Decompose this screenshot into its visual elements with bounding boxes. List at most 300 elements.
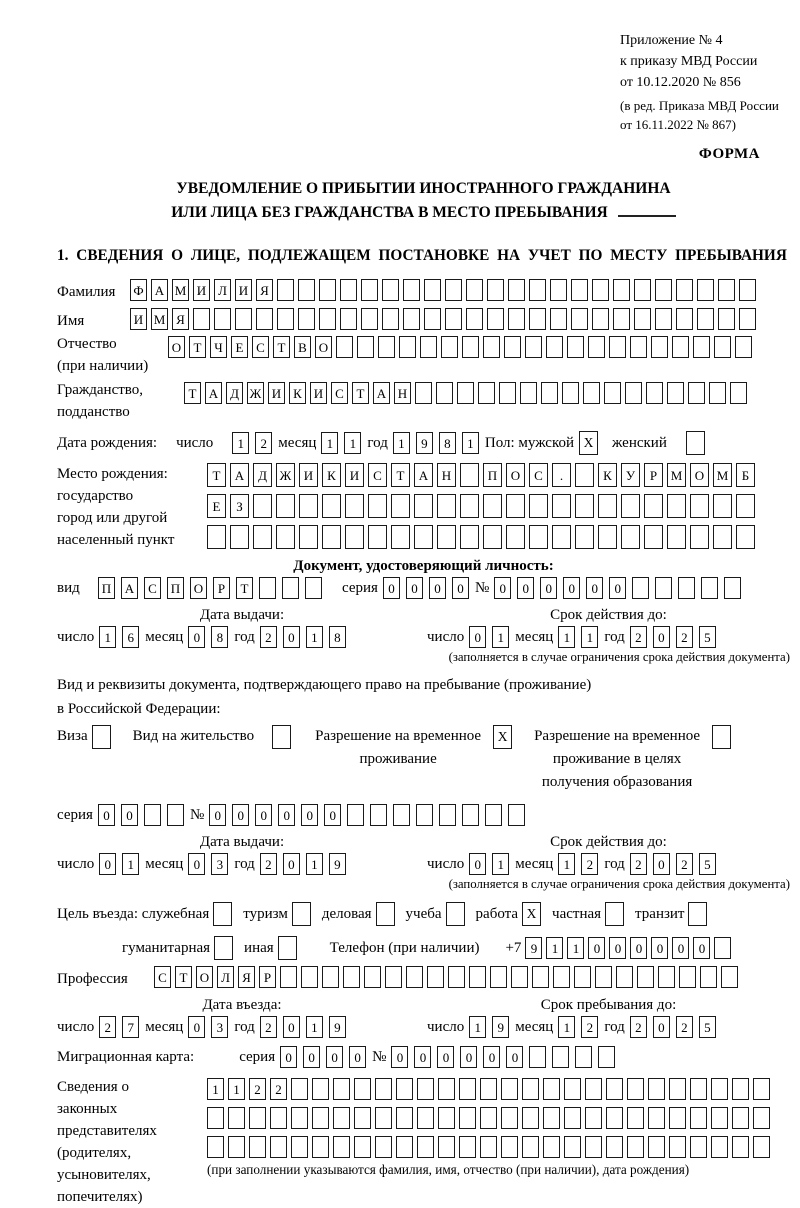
char-cell[interactable]: Я xyxy=(238,966,255,988)
char-cell[interactable] xyxy=(753,1136,770,1158)
char-cell[interactable]: И xyxy=(299,463,318,487)
char-cell[interactable]: 1 xyxy=(558,1016,575,1038)
char-cell[interactable] xyxy=(354,1078,371,1100)
char-cell[interactable] xyxy=(606,1078,623,1100)
char-cell[interactable] xyxy=(550,308,567,330)
char-cell[interactable] xyxy=(282,577,299,599)
char-cell[interactable] xyxy=(644,494,663,518)
char-cell[interactable] xyxy=(552,1046,569,1068)
char-cell[interactable] xyxy=(214,308,231,330)
char-cell[interactable]: М xyxy=(713,463,732,487)
char-cell[interactable] xyxy=(690,1136,707,1158)
char-cell[interactable] xyxy=(382,279,399,301)
char-cell[interactable] xyxy=(627,1078,644,1100)
temp-residence-checkbox[interactable]: X xyxy=(493,725,512,749)
char-cell[interactable] xyxy=(485,804,502,826)
char-cell[interactable] xyxy=(256,308,273,330)
char-cell[interactable] xyxy=(385,966,402,988)
char-cell[interactable]: 0 xyxy=(651,937,668,959)
char-cell[interactable]: 1 xyxy=(558,853,575,875)
char-cell[interactable] xyxy=(416,804,433,826)
char-cell[interactable] xyxy=(270,1107,287,1129)
char-cell[interactable]: 2 xyxy=(676,1016,693,1038)
char-cell[interactable]: С xyxy=(368,463,387,487)
char-cell[interactable]: 0 xyxy=(540,577,557,599)
char-cell[interactable]: 0 xyxy=(391,1046,408,1068)
char-cell[interactable]: Р xyxy=(213,577,230,599)
char-cell[interactable]: 0 xyxy=(209,804,226,826)
char-cell[interactable]: 1 xyxy=(492,853,509,875)
char-cell[interactable]: П xyxy=(167,577,184,599)
char-cell[interactable] xyxy=(499,382,516,404)
char-cell[interactable] xyxy=(375,1078,392,1100)
char-cell[interactable]: 2 xyxy=(630,1016,647,1038)
char-cell[interactable] xyxy=(439,804,456,826)
char-cell[interactable] xyxy=(721,966,738,988)
char-cell[interactable] xyxy=(621,494,640,518)
char-cell[interactable]: 0 xyxy=(672,937,689,959)
char-cell[interactable] xyxy=(460,494,479,518)
char-cell[interactable] xyxy=(667,382,684,404)
char-cell[interactable] xyxy=(571,308,588,330)
char-cell[interactable] xyxy=(319,279,336,301)
char-cell[interactable]: Р xyxy=(259,966,276,988)
char-cell[interactable]: 0 xyxy=(506,1046,523,1068)
char-cell[interactable]: 0 xyxy=(609,577,626,599)
purpose-business-checkbox[interactable] xyxy=(213,902,232,926)
char-cell[interactable] xyxy=(522,1136,539,1158)
char-cell[interactable]: А xyxy=(230,463,249,487)
char-cell[interactable] xyxy=(736,525,755,549)
char-cell[interactable]: 0 xyxy=(303,1046,320,1068)
char-cell[interactable] xyxy=(658,966,675,988)
sex-male-checkbox[interactable]: X xyxy=(579,431,598,455)
char-cell[interactable]: Ж xyxy=(247,382,264,404)
char-cell[interactable] xyxy=(277,279,294,301)
char-cell[interactable]: 1 xyxy=(546,937,563,959)
char-cell[interactable] xyxy=(669,1078,686,1100)
char-cell[interactable] xyxy=(575,525,594,549)
purpose-transit-checkbox[interactable] xyxy=(688,902,707,926)
char-cell[interactable]: 2 xyxy=(581,1016,598,1038)
char-cell[interactable]: Н xyxy=(437,463,456,487)
char-cell[interactable]: 0 xyxy=(406,577,423,599)
char-cell[interactable] xyxy=(690,1078,707,1100)
char-cell[interactable] xyxy=(469,966,486,988)
char-cell[interactable] xyxy=(249,1136,266,1158)
char-cell[interactable] xyxy=(575,463,594,487)
char-cell[interactable] xyxy=(583,382,600,404)
char-cell[interactable] xyxy=(651,336,668,358)
char-cell[interactable]: 8 xyxy=(329,626,346,648)
char-cell[interactable] xyxy=(490,966,507,988)
char-cell[interactable]: А xyxy=(151,279,168,301)
char-cell[interactable] xyxy=(501,1136,518,1158)
char-cell[interactable] xyxy=(427,966,444,988)
char-cell[interactable] xyxy=(697,279,714,301)
visa-checkbox[interactable] xyxy=(92,725,111,749)
char-cell[interactable] xyxy=(270,1136,287,1158)
char-cell[interactable] xyxy=(730,382,747,404)
char-cell[interactable] xyxy=(678,577,695,599)
char-cell[interactable] xyxy=(667,525,686,549)
char-cell[interactable] xyxy=(543,1136,560,1158)
char-cell[interactable]: 0 xyxy=(693,937,710,959)
char-cell[interactable]: 1 xyxy=(492,626,509,648)
char-cell[interactable]: 0 xyxy=(188,626,205,648)
purpose-study-checkbox[interactable] xyxy=(446,902,465,926)
char-cell[interactable]: К xyxy=(322,463,341,487)
char-cell[interactable] xyxy=(669,1107,686,1129)
char-cell[interactable] xyxy=(480,1107,497,1129)
char-cell[interactable] xyxy=(701,577,718,599)
char-cell[interactable] xyxy=(228,1136,245,1158)
char-cell[interactable] xyxy=(688,382,705,404)
char-cell[interactable]: Т xyxy=(189,336,206,358)
char-cell[interactable]: Е xyxy=(231,336,248,358)
char-cell[interactable] xyxy=(333,1078,350,1100)
char-cell[interactable] xyxy=(299,494,318,518)
char-cell[interactable] xyxy=(276,525,295,549)
char-cell[interactable]: 0 xyxy=(283,1016,300,1038)
purpose-humanitarian-checkbox[interactable] xyxy=(214,936,233,960)
char-cell[interactable] xyxy=(724,577,741,599)
char-cell[interactable] xyxy=(301,966,318,988)
char-cell[interactable]: 5 xyxy=(699,853,716,875)
char-cell[interactable]: 1 xyxy=(306,626,323,648)
char-cell[interactable] xyxy=(414,494,433,518)
char-cell[interactable] xyxy=(630,336,647,358)
char-cell[interactable] xyxy=(424,308,441,330)
char-cell[interactable] xyxy=(378,336,395,358)
char-cell[interactable] xyxy=(298,279,315,301)
char-cell[interactable] xyxy=(655,577,672,599)
char-cell[interactable]: 9 xyxy=(329,1016,346,1038)
char-cell[interactable]: 1 xyxy=(462,432,479,454)
char-cell[interactable]: В xyxy=(294,336,311,358)
char-cell[interactable] xyxy=(552,494,571,518)
char-cell[interactable]: 0 xyxy=(494,577,511,599)
char-cell[interactable]: 0 xyxy=(469,853,486,875)
char-cell[interactable]: 2 xyxy=(260,626,277,648)
char-cell[interactable] xyxy=(228,1107,245,1129)
char-cell[interactable] xyxy=(550,279,567,301)
char-cell[interactable]: 0 xyxy=(255,804,272,826)
char-cell[interactable] xyxy=(711,1107,728,1129)
char-cell[interactable] xyxy=(574,966,591,988)
char-cell[interactable] xyxy=(298,308,315,330)
char-cell[interactable]: А xyxy=(121,577,138,599)
char-cell[interactable]: 5 xyxy=(699,626,716,648)
char-cell[interactable] xyxy=(637,966,654,988)
char-cell[interactable]: 1 xyxy=(344,432,361,454)
char-cell[interactable] xyxy=(711,1078,728,1100)
char-cell[interactable] xyxy=(207,1107,224,1129)
char-cell[interactable]: 1 xyxy=(393,432,410,454)
char-cell[interactable] xyxy=(732,1136,749,1158)
char-cell[interactable]: З xyxy=(230,494,249,518)
char-cell[interactable]: 0 xyxy=(517,577,534,599)
char-cell[interactable] xyxy=(277,308,294,330)
char-cell[interactable]: 0 xyxy=(653,853,670,875)
char-cell[interactable] xyxy=(546,336,563,358)
char-cell[interactable]: 3 xyxy=(211,1016,228,1038)
char-cell[interactable]: 1 xyxy=(232,432,249,454)
char-cell[interactable] xyxy=(478,382,495,404)
char-cell[interactable]: 1 xyxy=(306,853,323,875)
char-cell[interactable] xyxy=(291,1136,308,1158)
char-cell[interactable] xyxy=(462,804,479,826)
char-cell[interactable] xyxy=(627,1107,644,1129)
char-cell[interactable] xyxy=(646,382,663,404)
char-cell[interactable] xyxy=(616,966,633,988)
char-cell[interactable]: М xyxy=(667,463,686,487)
char-cell[interactable]: 0 xyxy=(609,937,626,959)
char-cell[interactable] xyxy=(508,804,525,826)
char-cell[interactable]: 6 xyxy=(122,626,139,648)
char-cell[interactable]: 0 xyxy=(452,577,469,599)
char-cell[interactable] xyxy=(567,336,584,358)
char-cell[interactable]: 2 xyxy=(630,853,647,875)
char-cell[interactable] xyxy=(406,966,423,988)
char-cell[interactable]: 9 xyxy=(492,1016,509,1038)
char-cell[interactable]: С xyxy=(252,336,269,358)
char-cell[interactable]: 0 xyxy=(188,1016,205,1038)
char-cell[interactable] xyxy=(676,308,693,330)
char-cell[interactable] xyxy=(441,336,458,358)
char-cell[interactable]: 0 xyxy=(232,804,249,826)
char-cell[interactable] xyxy=(529,279,546,301)
purpose-work-checkbox[interactable]: X xyxy=(522,902,541,926)
char-cell[interactable] xyxy=(543,1078,560,1100)
char-cell[interactable] xyxy=(420,336,437,358)
char-cell[interactable] xyxy=(459,1078,476,1100)
char-cell[interactable] xyxy=(571,279,588,301)
char-cell[interactable]: 0 xyxy=(483,1046,500,1068)
char-cell[interactable]: Т xyxy=(352,382,369,404)
char-cell[interactable] xyxy=(632,577,649,599)
char-cell[interactable] xyxy=(506,525,525,549)
char-cell[interactable]: 1 xyxy=(321,432,338,454)
char-cell[interactable]: Д xyxy=(253,463,272,487)
char-cell[interactable] xyxy=(520,382,537,404)
char-cell[interactable]: 0 xyxy=(326,1046,343,1068)
char-cell[interactable] xyxy=(648,1136,665,1158)
char-cell[interactable] xyxy=(466,279,483,301)
char-cell[interactable] xyxy=(253,525,272,549)
char-cell[interactable] xyxy=(508,308,525,330)
char-cell[interactable] xyxy=(417,1136,434,1158)
char-cell[interactable] xyxy=(403,308,420,330)
char-cell[interactable]: К xyxy=(289,382,306,404)
char-cell[interactable] xyxy=(466,308,483,330)
char-cell[interactable] xyxy=(711,1136,728,1158)
char-cell[interactable]: О xyxy=(196,966,213,988)
char-cell[interactable] xyxy=(575,494,594,518)
char-cell[interactable]: 1 xyxy=(469,1016,486,1038)
char-cell[interactable]: Т xyxy=(207,463,226,487)
char-cell[interactable] xyxy=(585,1107,602,1129)
char-cell[interactable] xyxy=(448,966,465,988)
char-cell[interactable] xyxy=(529,308,546,330)
char-cell[interactable]: Р xyxy=(644,463,663,487)
char-cell[interactable]: 2 xyxy=(581,853,598,875)
char-cell[interactable] xyxy=(648,1107,665,1129)
char-cell[interactable]: И xyxy=(193,279,210,301)
char-cell[interactable] xyxy=(714,336,731,358)
char-cell[interactable]: 0 xyxy=(653,1016,670,1038)
char-cell[interactable] xyxy=(368,494,387,518)
char-cell[interactable]: . xyxy=(552,463,571,487)
char-cell[interactable] xyxy=(541,382,558,404)
char-cell[interactable]: 0 xyxy=(99,853,116,875)
char-cell[interactable] xyxy=(312,1107,329,1129)
char-cell[interactable] xyxy=(553,966,570,988)
char-cell[interactable] xyxy=(438,1136,455,1158)
char-cell[interactable] xyxy=(396,1078,413,1100)
char-cell[interactable] xyxy=(253,494,272,518)
char-cell[interactable] xyxy=(345,494,364,518)
char-cell[interactable] xyxy=(438,1107,455,1129)
char-cell[interactable] xyxy=(322,966,339,988)
char-cell[interactable] xyxy=(595,966,612,988)
char-cell[interactable] xyxy=(693,336,710,358)
char-cell[interactable] xyxy=(345,525,364,549)
char-cell[interactable] xyxy=(436,382,453,404)
char-cell[interactable] xyxy=(585,1136,602,1158)
char-cell[interactable] xyxy=(672,336,689,358)
char-cell[interactable] xyxy=(460,463,479,487)
char-cell[interactable] xyxy=(340,308,357,330)
char-cell[interactable] xyxy=(588,336,605,358)
char-cell[interactable]: Б xyxy=(736,463,755,487)
char-cell[interactable] xyxy=(333,1136,350,1158)
char-cell[interactable] xyxy=(396,1107,413,1129)
char-cell[interactable] xyxy=(714,937,731,959)
char-cell[interactable]: 1 xyxy=(567,937,584,959)
char-cell[interactable]: 2 xyxy=(676,626,693,648)
char-cell[interactable]: 0 xyxy=(414,1046,431,1068)
char-cell[interactable] xyxy=(462,336,479,358)
char-cell[interactable]: Д xyxy=(226,382,243,404)
char-cell[interactable] xyxy=(230,525,249,549)
char-cell[interactable]: О xyxy=(168,336,185,358)
char-cell[interactable]: 0 xyxy=(383,577,400,599)
char-cell[interactable]: 9 xyxy=(525,937,542,959)
char-cell[interactable] xyxy=(305,577,322,599)
char-cell[interactable]: 2 xyxy=(249,1078,266,1100)
char-cell[interactable] xyxy=(375,1107,392,1129)
char-cell[interactable] xyxy=(276,494,295,518)
char-cell[interactable]: 0 xyxy=(429,577,446,599)
char-cell[interactable]: Ч xyxy=(210,336,227,358)
char-cell[interactable]: 1 xyxy=(207,1078,224,1100)
char-cell[interactable] xyxy=(382,308,399,330)
char-cell[interactable] xyxy=(676,279,693,301)
char-cell[interactable]: П xyxy=(98,577,115,599)
char-cell[interactable]: 2 xyxy=(99,1016,116,1038)
char-cell[interactable]: 0 xyxy=(188,853,205,875)
char-cell[interactable] xyxy=(459,1107,476,1129)
char-cell[interactable] xyxy=(340,279,357,301)
char-cell[interactable]: Т xyxy=(175,966,192,988)
char-cell[interactable] xyxy=(679,966,696,988)
char-cell[interactable] xyxy=(718,279,735,301)
char-cell[interactable] xyxy=(562,382,579,404)
char-cell[interactable]: 1 xyxy=(558,626,575,648)
char-cell[interactable]: А xyxy=(205,382,222,404)
char-cell[interactable]: М xyxy=(151,308,168,330)
char-cell[interactable]: 2 xyxy=(260,1016,277,1038)
char-cell[interactable] xyxy=(357,336,374,358)
char-cell[interactable] xyxy=(312,1078,329,1100)
char-cell[interactable]: 0 xyxy=(653,626,670,648)
char-cell[interactable]: Т xyxy=(273,336,290,358)
char-cell[interactable] xyxy=(457,382,474,404)
char-cell[interactable] xyxy=(713,525,732,549)
char-cell[interactable] xyxy=(144,804,161,826)
char-cell[interactable]: 8 xyxy=(211,626,228,648)
char-cell[interactable] xyxy=(739,308,756,330)
char-cell[interactable] xyxy=(655,279,672,301)
char-cell[interactable]: 0 xyxy=(588,937,605,959)
char-cell[interactable] xyxy=(543,1107,560,1129)
char-cell[interactable] xyxy=(718,308,735,330)
char-cell[interactable]: 2 xyxy=(255,432,272,454)
char-cell[interactable] xyxy=(735,336,752,358)
char-cell[interactable] xyxy=(690,1107,707,1129)
char-cell[interactable] xyxy=(564,1078,581,1100)
char-cell[interactable] xyxy=(585,1078,602,1100)
char-cell[interactable] xyxy=(522,1107,539,1129)
char-cell[interactable] xyxy=(343,966,360,988)
char-cell[interactable]: 1 xyxy=(122,853,139,875)
char-cell[interactable] xyxy=(391,525,410,549)
char-cell[interactable]: Т xyxy=(184,382,201,404)
char-cell[interactable] xyxy=(424,279,441,301)
char-cell[interactable]: А xyxy=(373,382,390,404)
char-cell[interactable] xyxy=(613,279,630,301)
char-cell[interactable] xyxy=(459,1136,476,1158)
char-cell[interactable] xyxy=(445,308,462,330)
char-cell[interactable] xyxy=(291,1078,308,1100)
char-cell[interactable]: 5 xyxy=(699,1016,716,1038)
char-cell[interactable]: 2 xyxy=(676,853,693,875)
char-cell[interactable] xyxy=(437,494,456,518)
char-cell[interactable] xyxy=(732,1078,749,1100)
char-cell[interactable] xyxy=(347,804,364,826)
char-cell[interactable]: Т xyxy=(236,577,253,599)
char-cell[interactable] xyxy=(690,525,709,549)
char-cell[interactable]: 0 xyxy=(283,853,300,875)
char-cell[interactable]: С xyxy=(529,463,548,487)
char-cell[interactable] xyxy=(525,336,542,358)
purpose-other-checkbox[interactable] xyxy=(278,936,297,960)
char-cell[interactable] xyxy=(529,494,548,518)
char-cell[interactable] xyxy=(529,1046,546,1068)
char-cell[interactable] xyxy=(592,308,609,330)
char-cell[interactable] xyxy=(438,1078,455,1100)
char-cell[interactable] xyxy=(506,494,525,518)
char-cell[interactable]: С xyxy=(331,382,348,404)
char-cell[interactable]: 2 xyxy=(260,853,277,875)
char-cell[interactable] xyxy=(598,1046,615,1068)
char-cell[interactable] xyxy=(483,494,502,518)
temp-residence-edu-checkbox[interactable] xyxy=(712,725,731,749)
char-cell[interactable] xyxy=(604,382,621,404)
char-cell[interactable] xyxy=(445,279,462,301)
char-cell[interactable] xyxy=(483,525,502,549)
